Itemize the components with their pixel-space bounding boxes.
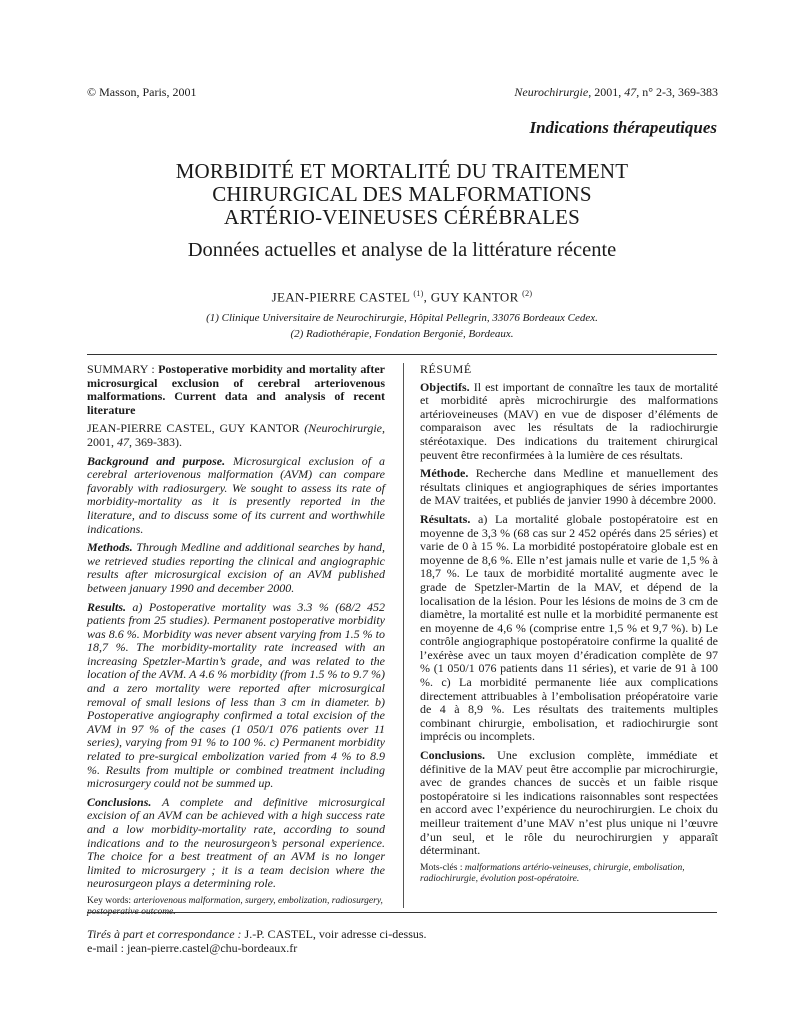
methode-text: Recherche dans Medline et manuellement des résultats cliniques et angiographiques de séries importantes de MAV traitées, et publiés de janvier 1990 à décembre 2000. [420,466,718,508]
section-heading: Indications thérapeutiques [529,118,717,137]
results-label: Results. [87,599,127,614]
citation-volume: 47 [117,434,129,449]
summary-background [87,455,385,537]
resume-conclusions [420,749,718,858]
summary-citation [87,422,385,449]
column-divider [403,363,404,908]
mots-cles-text: malformations artério-veineuses, chirurgie, embolisation, radiochirurgie, évolution post-opératoire. [420,862,685,884]
journal-year: , 2001, [588,85,625,99]
methods-text: Through Medline and additional searches by hand, we retrieved studies reporting the clinical and angiographic results after microsurgical excision of an AVM published between january 1990 and december 2000. [87,540,385,595]
affiliation-2: (2) Radiothérapie, Fondation Bergonié, Bordeaux. [290,328,514,340]
reprints-name: J.-P. C [244,927,276,941]
top-divider [87,354,717,355]
citation-pages: , 369-383). [129,434,182,449]
resume-objectifs [420,381,718,463]
citation-author-2: UY KANTOR [228,421,305,436]
reprints-line [87,927,427,941]
summary-methods [87,541,385,595]
summary-label: SUMMARY : [87,362,159,376]
reprints-name-sc: ASTEL [275,927,313,941]
summary-conclusions [87,796,385,891]
keywords-label: Key words: [87,895,134,906]
correspondence-footer [87,927,427,955]
title-line-3: ARTÉRIO-VEINEUSES CÉRÉBRALES [223,205,581,229]
conclusions-label: Conclusions. [420,748,486,763]
title-line-2: CHIRURGICAL DES MALFORMATIONS [212,182,592,206]
background-label: Background and purpose. [87,453,226,468]
conclusions-label: Conclusions. [87,794,152,809]
summary-heading-para [87,363,385,417]
summary-title: Postoperative morbidity and mortality after microsurgical exclusion of cerebral arteriovenous malformations. Current data and analysis of recent literature [87,362,385,417]
author-2-affil-mark: (2) [522,289,533,298]
author-line [0,289,804,305]
author-1: JEAN-PIERRE CASTEL [271,289,414,305]
keywords-text: arteriovenous malformation, surgery, embolization, radiosurgery, postoperative outcome. [87,895,383,917]
citation-year: 2001, [87,434,117,449]
citation-initial: J [87,421,92,436]
journal-name: Neurochirurgie [514,85,589,99]
mots-cles-label: Mots-clés : [420,862,465,873]
conclusions-text: A complete and definitive microsurgical excision of an AVM can be achieved with a high success rate and a low morbidity-mortality rate, according to sound indications and to the neurosurgeon’s personal experience. The choice for a best treatment of an AVM is no longer limited to microsurgery ; it is a team decision where the neurosurgeon plays a determining role. [87,794,385,891]
reprints-tail: , voir adresse ci-dessus. [312,927,427,941]
journal-issue: , n° 2-3, 369-383 [636,85,718,99]
citation-initial: G [219,421,229,436]
bottom-divider [87,912,717,913]
summary-column [87,363,385,923]
resultats-text: a) La mortalité globale postopératoire est en moyenne de 3,3 % (68 cas sur 2 452 opérés dans 25 séries) et varie de 0 à 15 %. La morbidité postopératoire globale est en moyenne de 8,6 %. Elle n’est jamais nulle et varie de 1,5 % à 18,7 %. Le taux de morbidité mortalité augmente avec le grade de Spetzler-Martin de la MAV, et dépend de la localisation de la lésion. Pour les lésions de moins de 3 cm de diamètre, la mortalité est nulle et la morbidité permanente est en moyenne de 4,6 % (comprise entre 1,5 % et 9,7 %). b) Le contrôle angiographique postopératoire confirme la qualité de l’exérèse avec un taux moyen d’éradication complète de 97 % (1 050/1 076 patients dans 11 séries), et varie de 91 à 100 %. c) La morbidité permanente liée aux complications directement attribuables à l’embolisation préopératoire varie de 4 à 8,9 %. Les résultats des traitements multiples combinant chirurgie, embolisation, et radiochirurgie sont imprécis ou incomplets. [420,511,718,744]
objectifs-text: Il est important de connaître les taux de mortalité et morbidité après microchirurgie des malformations artérioveineuses (MAV) en vue de disposer d’éléments de comparaison avec les résultats de la radiochirurgie stéréotaxique. Des indications du traitement chirurgical peuvent être reconfirmées à la lumière de ces résultats. [420,379,718,462]
article-subtitle: Données actuelles et analyse de la littérature récente [187,239,617,261]
resume-methode [420,467,718,508]
resume-column [420,363,718,890]
article-title [0,160,804,229]
citation-author-1: EAN-PIERRE CASTEL, [91,421,220,436]
resume-keywords [420,863,718,885]
citation-journal: (Neurochirurgie, [304,421,385,436]
email-line: e-mail : jean-pierre.castel@chu-bordeaux.fr [87,941,298,955]
resultats-label: Résultats. [420,511,471,526]
summary-results [87,601,385,791]
author-1-affil-mark: (1) [413,289,424,298]
objectifs-label: Objectifs. [420,379,470,394]
affiliation-1: (1) Clinique Universitaire de Neurochirurgie, Hôpital Pellegrin, 33076 Bordeaux Cedex. [206,312,598,324]
journal-volume: 47 [624,85,637,99]
conclusions-text: Une exclusion complète, immédiate et définitive de la MAV peut être accomplie par microchirurgie, avec de grandes chances de succès et un faible risque postopératoire si les indications raisonnables sont respectées en accord avec l’expérience du neurochirurgien. Le choix du meilleur traitement d’une MAV n’est plus unique ni l’œuvre d’un seul, et le rôle du neurochirurgien y apparaît déterminant. [420,748,718,858]
methods-label: Methods. [87,540,133,555]
resume-heading: RÉSUMÉ [420,362,472,376]
summary-keywords [87,896,385,918]
methode-label: Méthode. [420,466,469,481]
title-line-1: MORBIDITÉ ET MORTALITÉ DU TRAITEMENT [175,159,629,183]
journal-citation [514,85,718,100]
results-text: a) Postoperative mortality was 3.3 % (68/2 452 patients from 25 studies). Permanent postoperative morbidity was 8.6 %. Morbidity was never absent varying from 1.5 % to 18,7 %. The morbidity-mortality rate increased with an increasing Spetzler-Martin’s grade, and was related to the location of the AVM. A 4.6 % morbidity (from 1.5 % to 9.7 %) and a zero mortality were reported after microsurgical removal of small lesions of less than 3 cm in diameter. b) Postoperative angiography confirmed a total excision of the AVM in 97 % of the cases (1 050/1 076 patients over 11 series), varying from 91 % to 100 %. c) Permanent morbidity related to pre-surgical embolization varied from 4 % to 8.9 %. Results from multiple or combined treatment including microsurgery could not be summed up. [87,599,385,791]
resume-resultats [420,513,718,744]
author-2: , GUY KANTOR [423,289,523,305]
reprints-label: Tirés à part et correspondance : [87,927,245,941]
copyright-notice: © Masson, Paris, 2001 [87,85,197,99]
background-text: Microsurgical exclusion of a cerebral arteriovenous malformation (AVM) can compare favorably with radiosurgery. We sought to assess its rate of morbidity-mortality as it is presently reported in the literature, and to discuss some of its current and worthwhile indications. [87,453,385,536]
